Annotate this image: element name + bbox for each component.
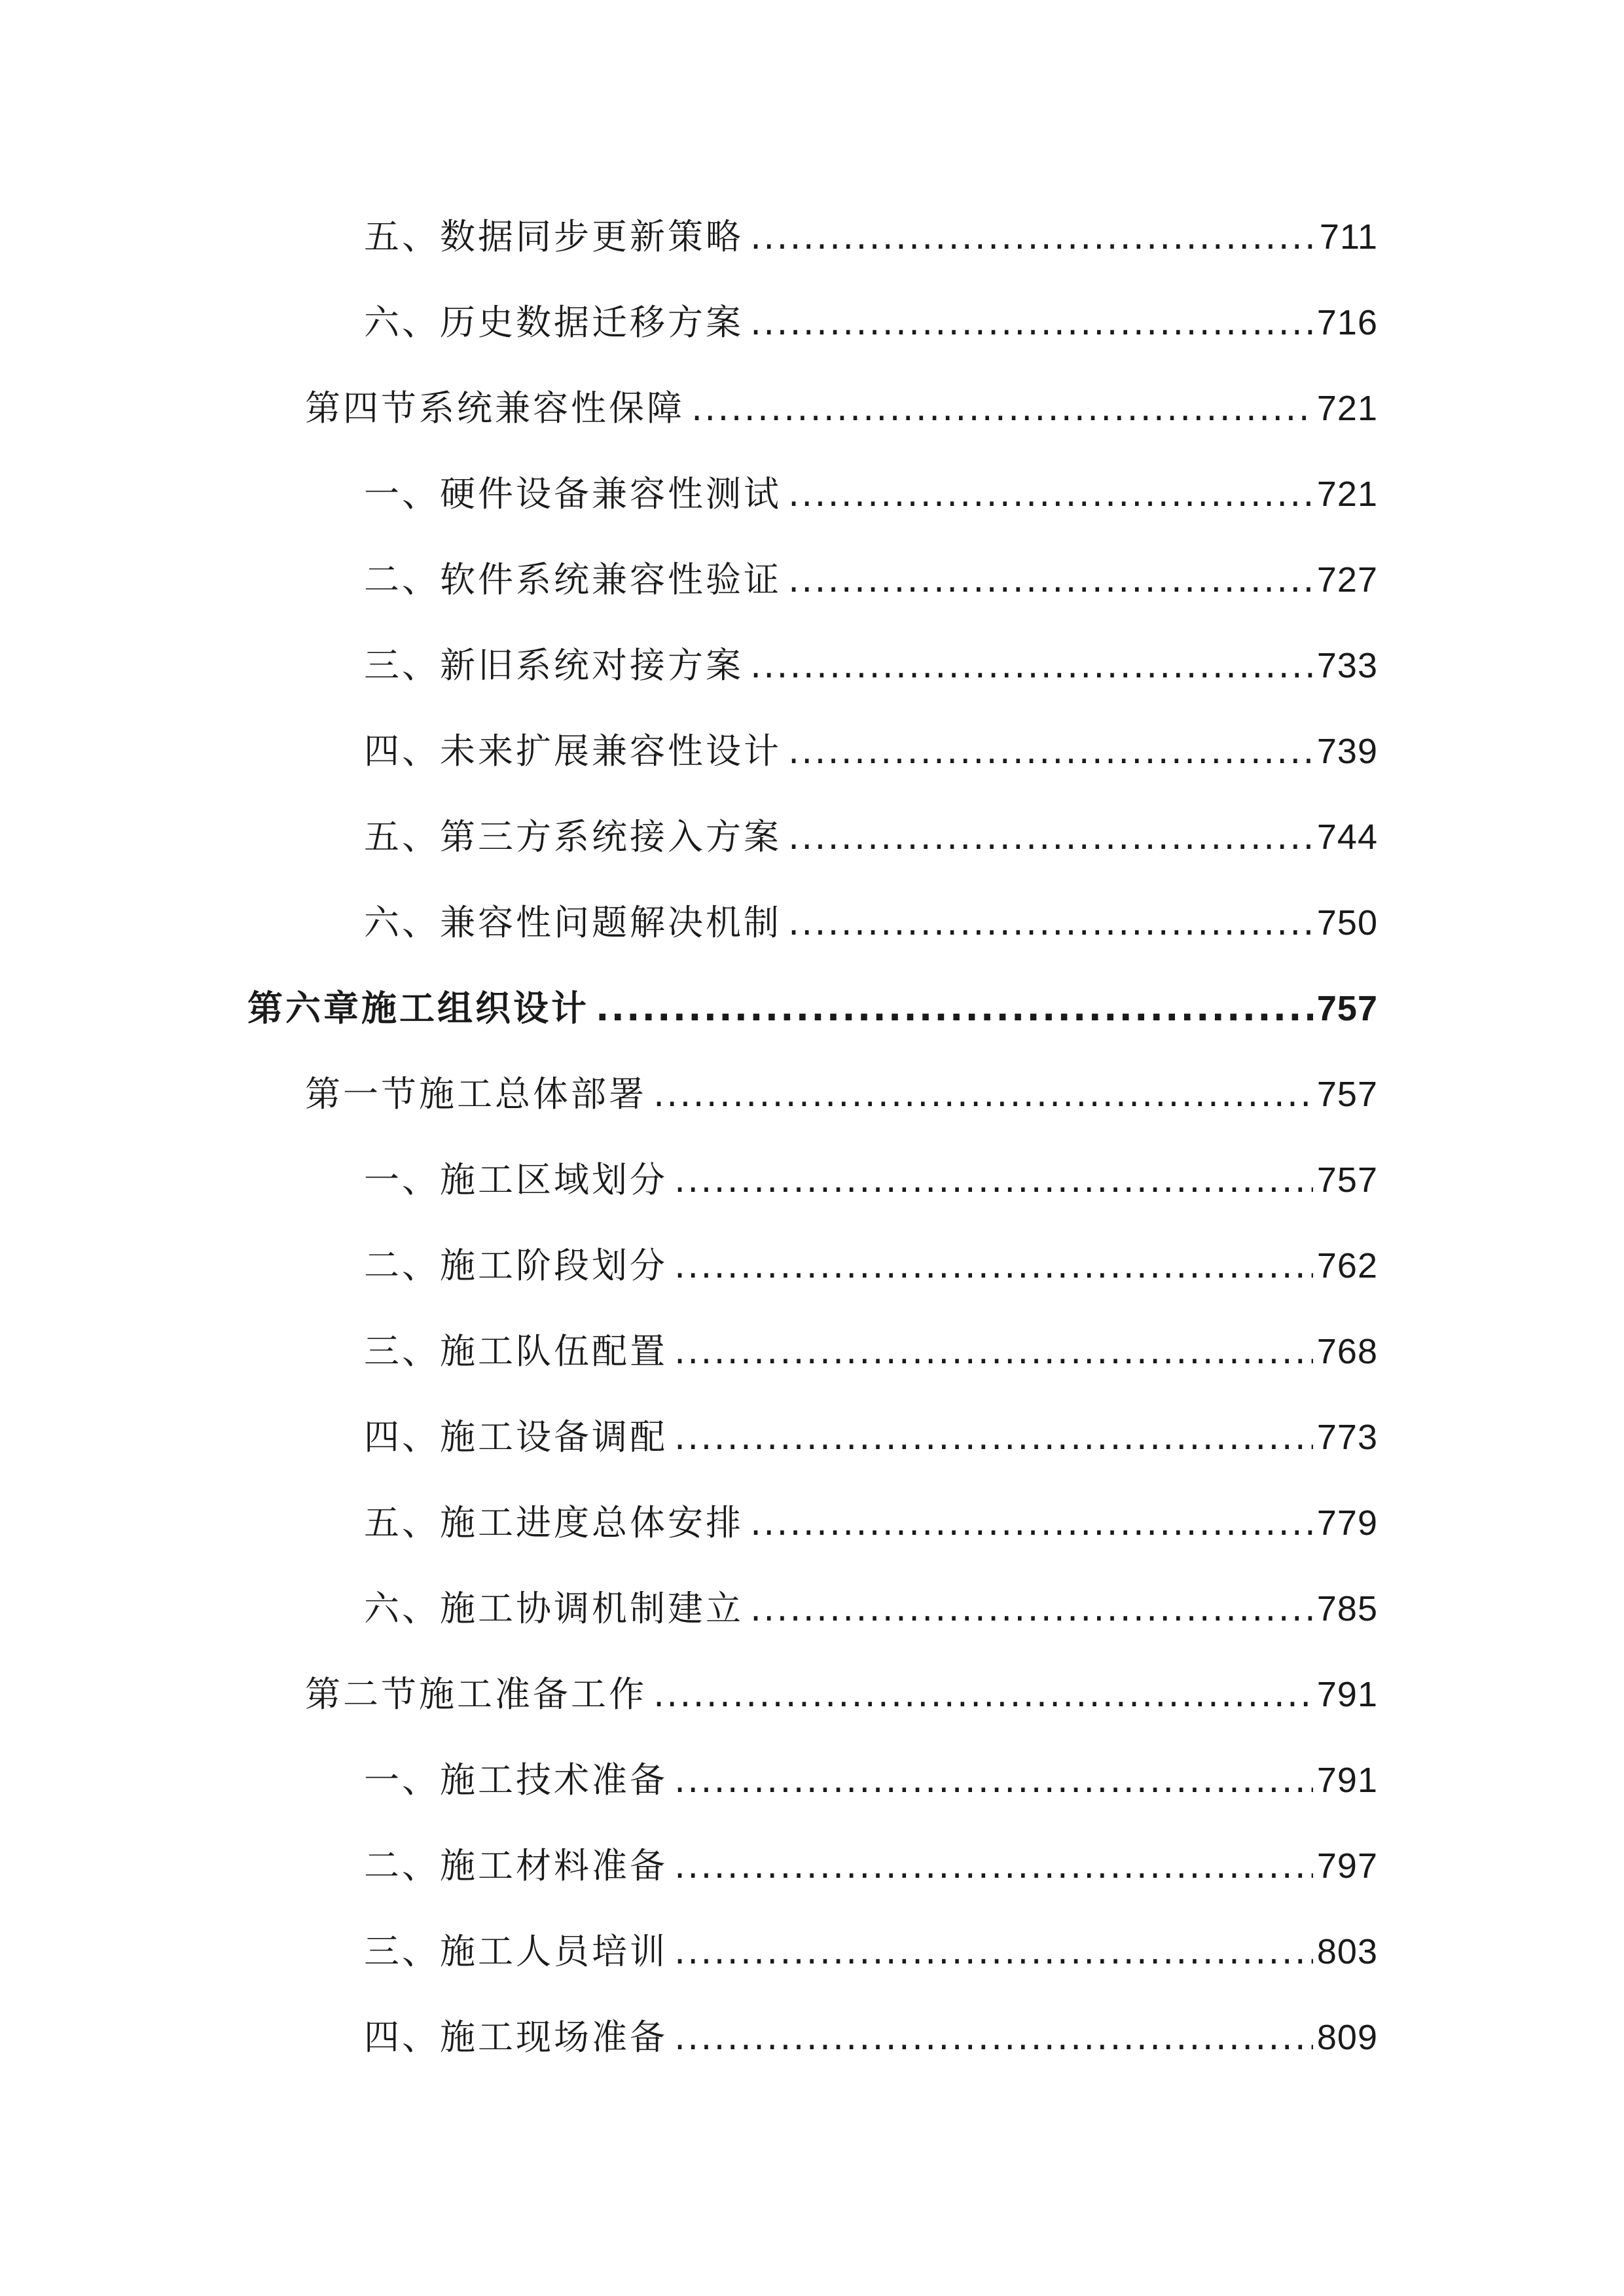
toc-page-number: 733 bbox=[1316, 646, 1378, 685]
toc-dot-leader bbox=[788, 804, 1313, 870]
toc-page-number: 757 bbox=[1316, 1160, 1378, 1200]
toc-entry-title: 四、未来扩展兼容性设计 bbox=[364, 730, 782, 772]
toc-dot-leader bbox=[674, 1833, 1313, 1899]
toc-entry-title: 第二节施工准备工作 bbox=[305, 1674, 647, 1715]
toc-page-number: 727 bbox=[1316, 560, 1378, 600]
toc-entry[interactable] bbox=[305, 1662, 1378, 1727]
toc-entry[interactable] bbox=[364, 719, 1378, 784]
toc-page-number: 711 bbox=[1319, 217, 1378, 257]
toc-entry-title: 三、新旧系统对接方案 bbox=[364, 645, 744, 686]
toc-chapter-entry[interactable] bbox=[247, 976, 1378, 1041]
toc-entry-title: 六、历史数据迁移方案 bbox=[364, 302, 744, 343]
toc-dot-leader bbox=[750, 633, 1313, 698]
toc-page-number: 716 bbox=[1316, 303, 1378, 342]
toc-entry[interactable] bbox=[364, 1405, 1378, 1470]
toc-entry[interactable] bbox=[364, 890, 1378, 956]
toc-dot-leader bbox=[653, 1062, 1313, 1127]
toc-entry[interactable] bbox=[364, 1748, 1378, 1813]
toc-dot-leader bbox=[788, 719, 1313, 784]
toc-entry-title: 二、施工阶段划分 bbox=[364, 1245, 668, 1286]
toc-page-number: 809 bbox=[1316, 2018, 1378, 2057]
toc-page-number: 791 bbox=[1316, 1761, 1378, 1800]
toc-entry[interactable] bbox=[364, 461, 1378, 527]
toc-entry-title: 第六章施工组织设计 bbox=[247, 988, 589, 1029]
toc-entry-title: 五、数据同步更新策略 bbox=[364, 216, 744, 257]
toc-dot-leader bbox=[653, 1662, 1313, 1727]
toc-entry-title: 三、施工人员培训 bbox=[364, 1931, 668, 1972]
toc-dot-leader bbox=[674, 1919, 1313, 1984]
toc-page-number: 739 bbox=[1316, 732, 1378, 771]
toc-page-number: 785 bbox=[1316, 1589, 1378, 1628]
toc-dot-leader bbox=[788, 547, 1313, 613]
toc-entry[interactable] bbox=[364, 2005, 1378, 2070]
toc-entry[interactable] bbox=[364, 1147, 1378, 1213]
toc-page-number: 721 bbox=[1316, 475, 1378, 514]
toc-dot-leader bbox=[674, 1319, 1313, 1384]
toc-dot-leader bbox=[788, 461, 1313, 527]
toc-dot-leader bbox=[674, 2005, 1313, 2070]
toc-page-number: 750 bbox=[1316, 903, 1378, 942]
toc-entry-title: 一、施工技术准备 bbox=[364, 1759, 668, 1801]
toc-dot-leader bbox=[691, 376, 1313, 441]
toc-dot-leader bbox=[674, 1405, 1313, 1470]
toc-entry-title: 二、施工材料准备 bbox=[364, 1845, 668, 1886]
toc-page-number: 779 bbox=[1316, 1503, 1378, 1543]
toc-entry[interactable] bbox=[364, 633, 1378, 698]
toc-entry[interactable] bbox=[364, 290, 1378, 355]
toc-entry[interactable] bbox=[364, 1833, 1378, 1899]
toc-entry-title: 一、施工区域划分 bbox=[364, 1159, 668, 1200]
toc-entry[interactable] bbox=[364, 547, 1378, 613]
toc-page-number: 773 bbox=[1316, 1418, 1378, 1457]
toc-dot-leader bbox=[750, 1490, 1313, 1556]
toc-entry-title: 三、施工队伍配置 bbox=[364, 1331, 668, 1372]
toc-dot-leader bbox=[750, 204, 1316, 270]
toc-entry[interactable] bbox=[364, 1576, 1378, 1641]
toc-page-number: 803 bbox=[1316, 1932, 1378, 1971]
toc-entry-title: 第四节系统兼容性保障 bbox=[305, 387, 685, 429]
toc-dot-leader bbox=[674, 1233, 1313, 1299]
toc-page-number: 797 bbox=[1316, 1846, 1378, 1886]
toc-entry-title: 二、软件系统兼容性验证 bbox=[364, 559, 782, 600]
toc-page-number: 757 bbox=[1316, 1075, 1378, 1114]
toc-dot-leader bbox=[750, 290, 1313, 355]
toc-entry-title: 一、硬件设备兼容性测试 bbox=[364, 473, 782, 514]
toc-entry-title: 四、施工现场准备 bbox=[364, 2017, 668, 2058]
toc-entry-title: 五、施工进度总体安排 bbox=[364, 1502, 744, 1543]
toc-entry[interactable] bbox=[364, 804, 1378, 870]
toc-entry-title: 第一节施工总体部署 bbox=[305, 1073, 647, 1115]
toc-entry-title: 五、第三方系统接入方案 bbox=[364, 816, 782, 857]
toc-dot-leader bbox=[674, 1748, 1313, 1813]
toc-entry[interactable] bbox=[364, 1919, 1378, 1984]
toc-dot-leader bbox=[674, 1147, 1313, 1213]
toc-page-number: 757 bbox=[1316, 989, 1378, 1028]
toc-page-number: 744 bbox=[1316, 817, 1378, 857]
toc-entry[interactable] bbox=[305, 376, 1378, 441]
toc-page-number: 762 bbox=[1316, 1246, 1378, 1285]
toc-page-number: 768 bbox=[1316, 1332, 1378, 1371]
toc-entry[interactable] bbox=[305, 1062, 1378, 1127]
toc-page-number: 721 bbox=[1316, 389, 1378, 428]
toc-entry[interactable] bbox=[364, 1233, 1378, 1299]
toc-dot-leader bbox=[788, 890, 1313, 956]
toc-entry-title: 六、施工协调机制建立 bbox=[364, 1588, 744, 1629]
toc-dot-leader bbox=[750, 1576, 1313, 1641]
toc-entry[interactable] bbox=[364, 204, 1378, 270]
toc-entry-title: 六、兼容性问题解决机制 bbox=[364, 902, 782, 943]
toc-page-number: 791 bbox=[1316, 1675, 1378, 1714]
toc-dot-leader bbox=[596, 976, 1313, 1041]
toc-entry[interactable] bbox=[364, 1319, 1378, 1384]
toc-entry-title: 四、施工设备调配 bbox=[364, 1416, 668, 1458]
toc-entry[interactable] bbox=[364, 1490, 1378, 1556]
